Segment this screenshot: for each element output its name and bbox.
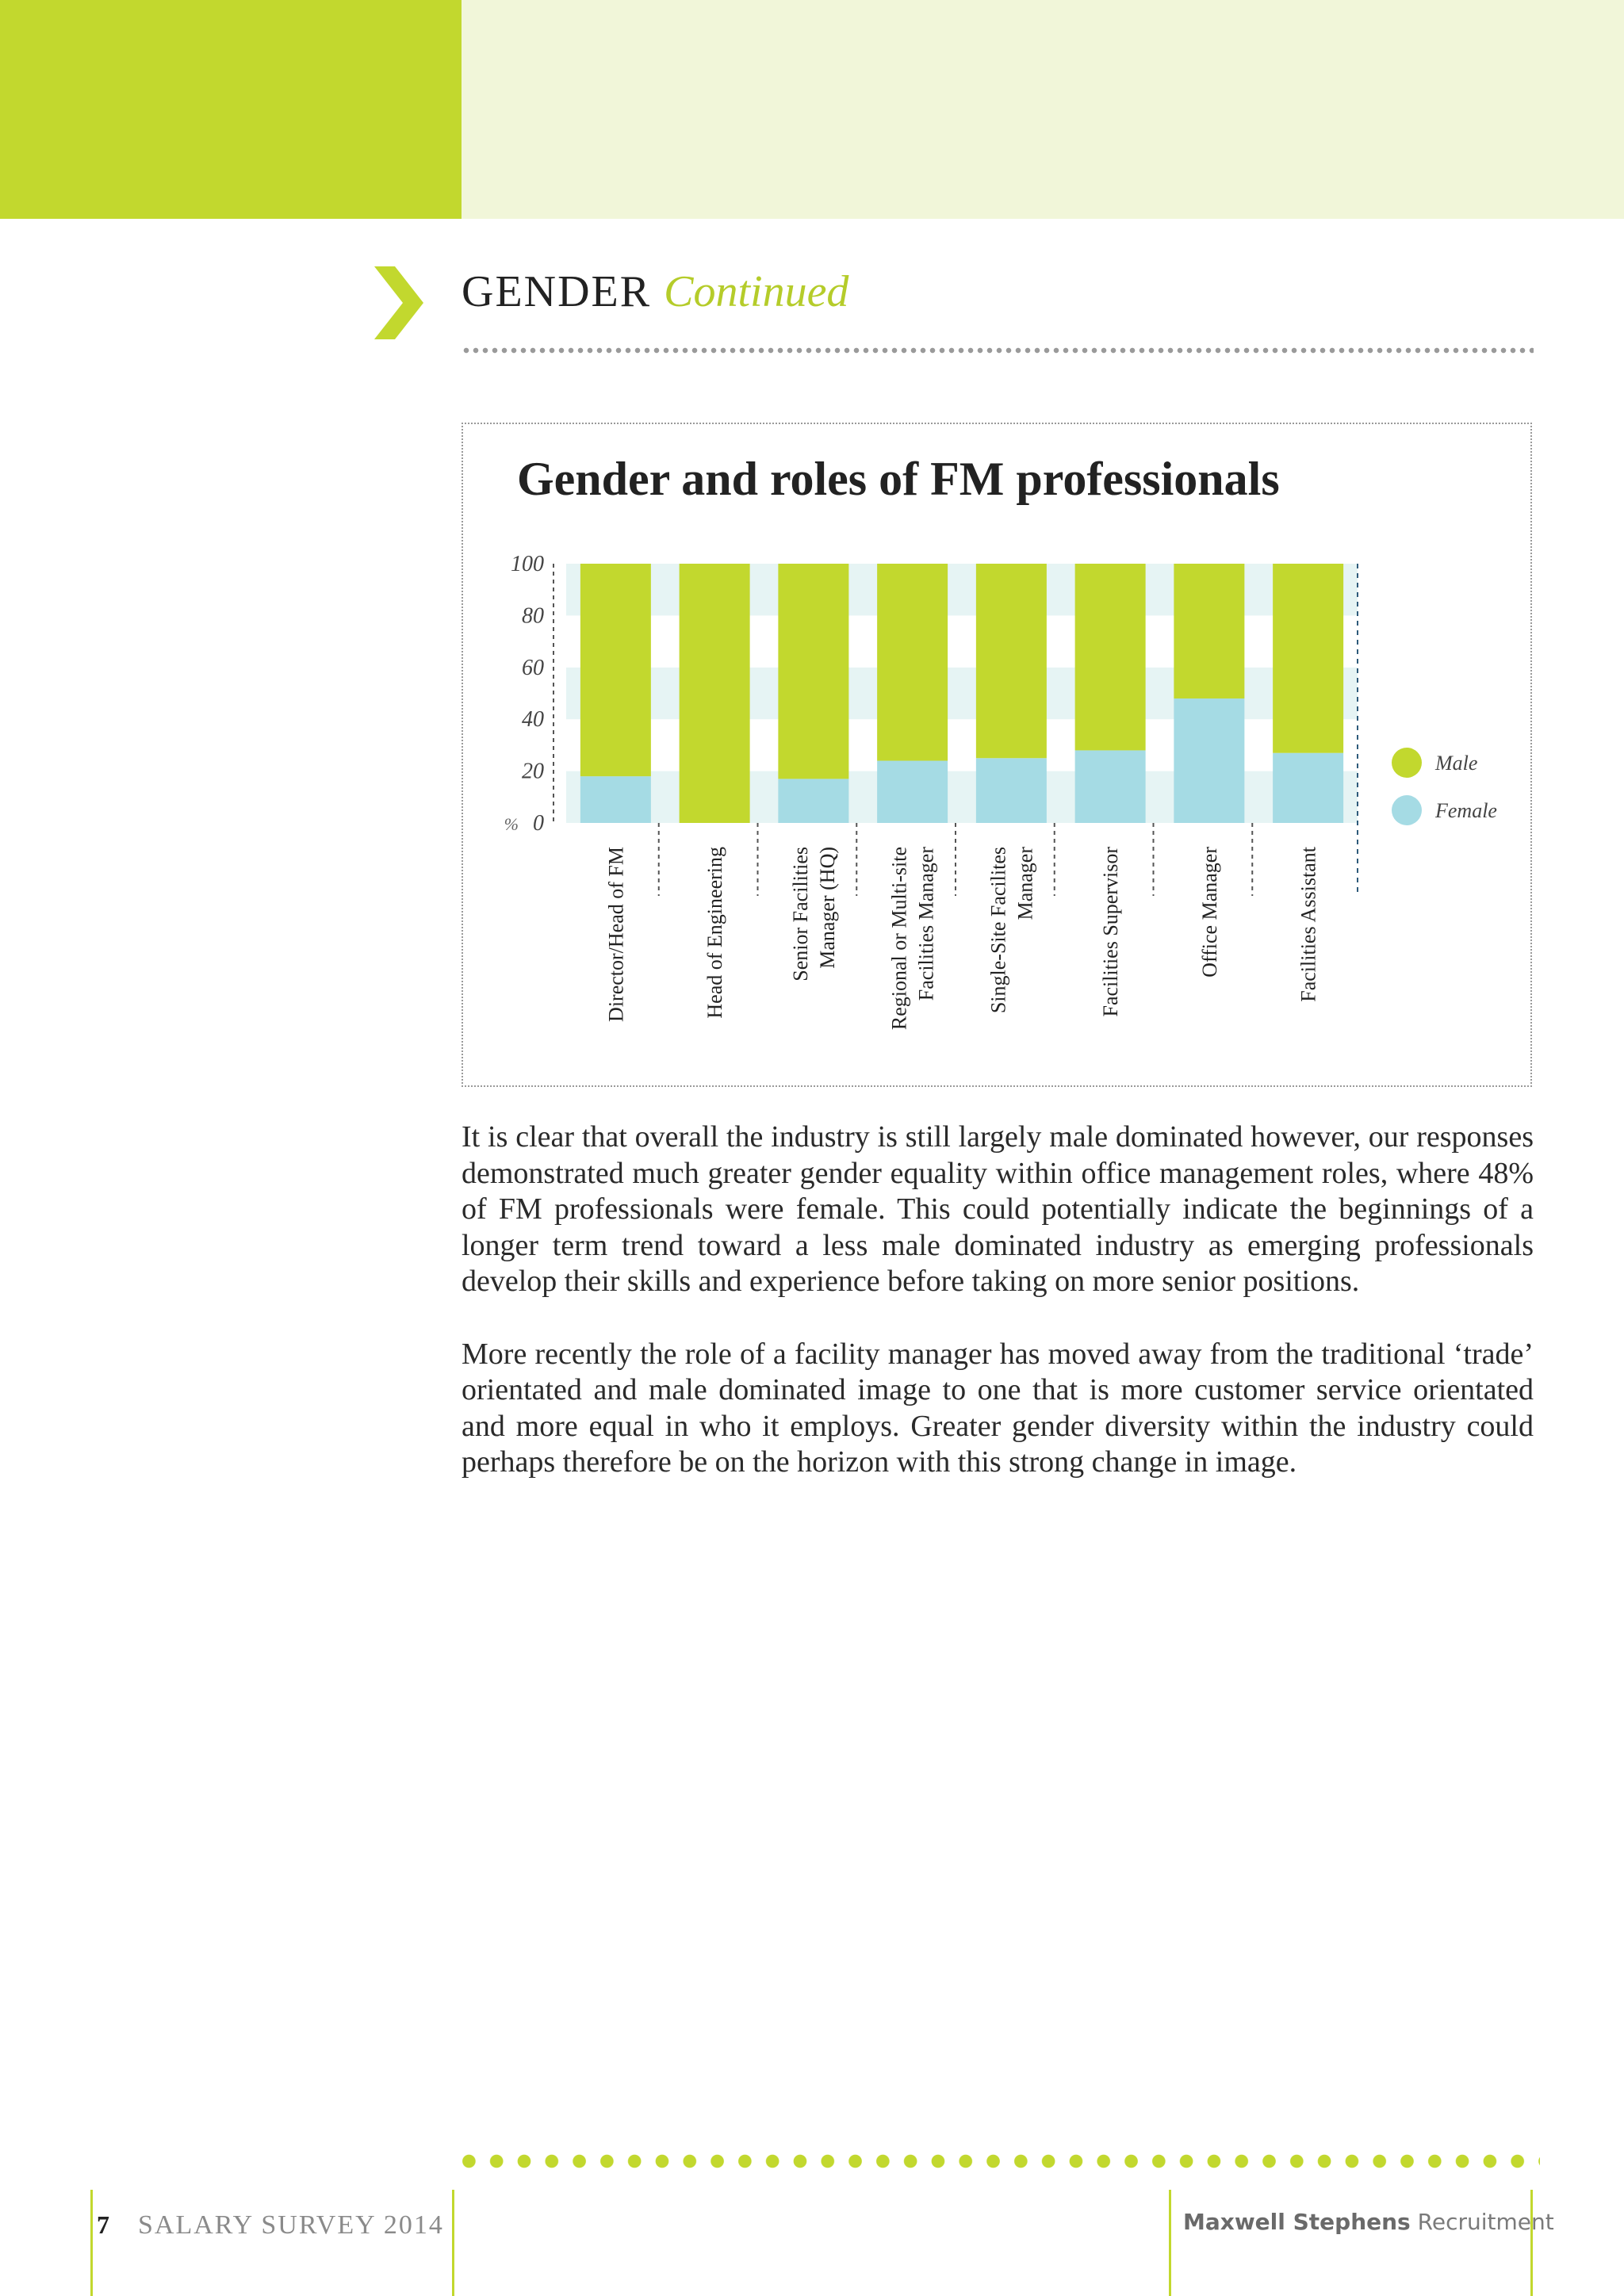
page-number: 7 (97, 2210, 109, 2239)
bar-male (580, 564, 651, 776)
chevron-icon (374, 266, 423, 339)
bar-male (1273, 564, 1343, 753)
bar-female (778, 779, 848, 823)
bar-male (1174, 564, 1244, 698)
footer-divider (452, 2190, 454, 2296)
y-tick-label: 100 (511, 552, 544, 576)
y-tick-label: 40 (522, 707, 544, 733)
chart-title: Gender and roles of FM professionals (517, 453, 1280, 505)
publication-title: SALARY SURVEY 2014 (138, 2210, 444, 2240)
bar-female (976, 758, 1047, 823)
footer-dotted-line (455, 2153, 1540, 2169)
bar-male (976, 564, 1047, 758)
company-name-bold: Maxwell Stephens (1183, 2209, 1411, 2235)
bar-female (1075, 750, 1146, 823)
bar-male (778, 564, 848, 779)
category-label: Manager (1013, 847, 1037, 920)
dotted-divider (462, 347, 1534, 354)
body-text (462, 1119, 1534, 1517)
y-tick-label: 20 (522, 759, 544, 784)
header-band (462, 0, 1624, 219)
section-title-text: GENDER (462, 267, 652, 316)
category-label: Senior Facilities (788, 847, 812, 982)
company-name-rest: Recruitment (1417, 2209, 1554, 2235)
bar-female (1273, 753, 1343, 823)
category-label: Head of Engineering (703, 847, 727, 1019)
bar-male (1075, 564, 1146, 750)
category-label: Regional or Multi-site (887, 847, 911, 1031)
y-tick-label: 80 (522, 603, 544, 629)
y-unit-label: % (504, 814, 519, 834)
footer-divider (1169, 2190, 1171, 2296)
legend-swatch-male (1392, 748, 1422, 778)
category-label: Facilities Assistant (1297, 847, 1320, 1002)
legend-label-male: Male (1435, 752, 1478, 775)
legend-swatch-female (1392, 795, 1422, 825)
category-label: Director/Head of FM (604, 847, 628, 1022)
paragraph: It is clear that overall the industry is still largely male dominated however, our responses demonstrated much greater gender equality within office management roles, where 48% of FM professionals were female. This could potentially indicate the beginnings of a longer term trend toward a less male dominated industry as emerging professionals develop their skills and experience before taking on more senior positions. (462, 1120, 1534, 1298)
footer-divider (90, 2190, 93, 2296)
section-subtitle: Continued (664, 267, 849, 316)
company-name (1183, 2209, 1554, 2235)
category-label: Facilities Manager (914, 847, 938, 1001)
bar-female (1174, 698, 1244, 823)
category-label: Manager (HQ) (815, 847, 839, 969)
bar-female (877, 761, 948, 823)
stacked-bar-chart (462, 423, 1532, 1087)
bar-male (680, 564, 750, 823)
bar-male (877, 564, 948, 761)
y-tick-label: 60 (522, 655, 544, 680)
y-tick-label: 0 (533, 811, 544, 836)
paragraph: More recently the role of a facility manager has moved away from the traditional ‘trade’ orientated and male dominated image to one that is more customer service orientated and more equal in who it employs. Greater gender diversity within the industry could perhaps therefore be on the horizon with this strong change in image. (462, 1337, 1534, 1479)
category-label: Facilities Supervisor (1099, 847, 1123, 1017)
legend-label-female: Female (1435, 799, 1497, 822)
bar-female (580, 776, 651, 823)
category-label: Single-Site Facilites (986, 847, 1010, 1014)
header-band-accent (0, 0, 462, 219)
category-label: Office Manager (1197, 847, 1221, 978)
footer-divider (1530, 2190, 1533, 2296)
section-title (462, 266, 848, 317)
